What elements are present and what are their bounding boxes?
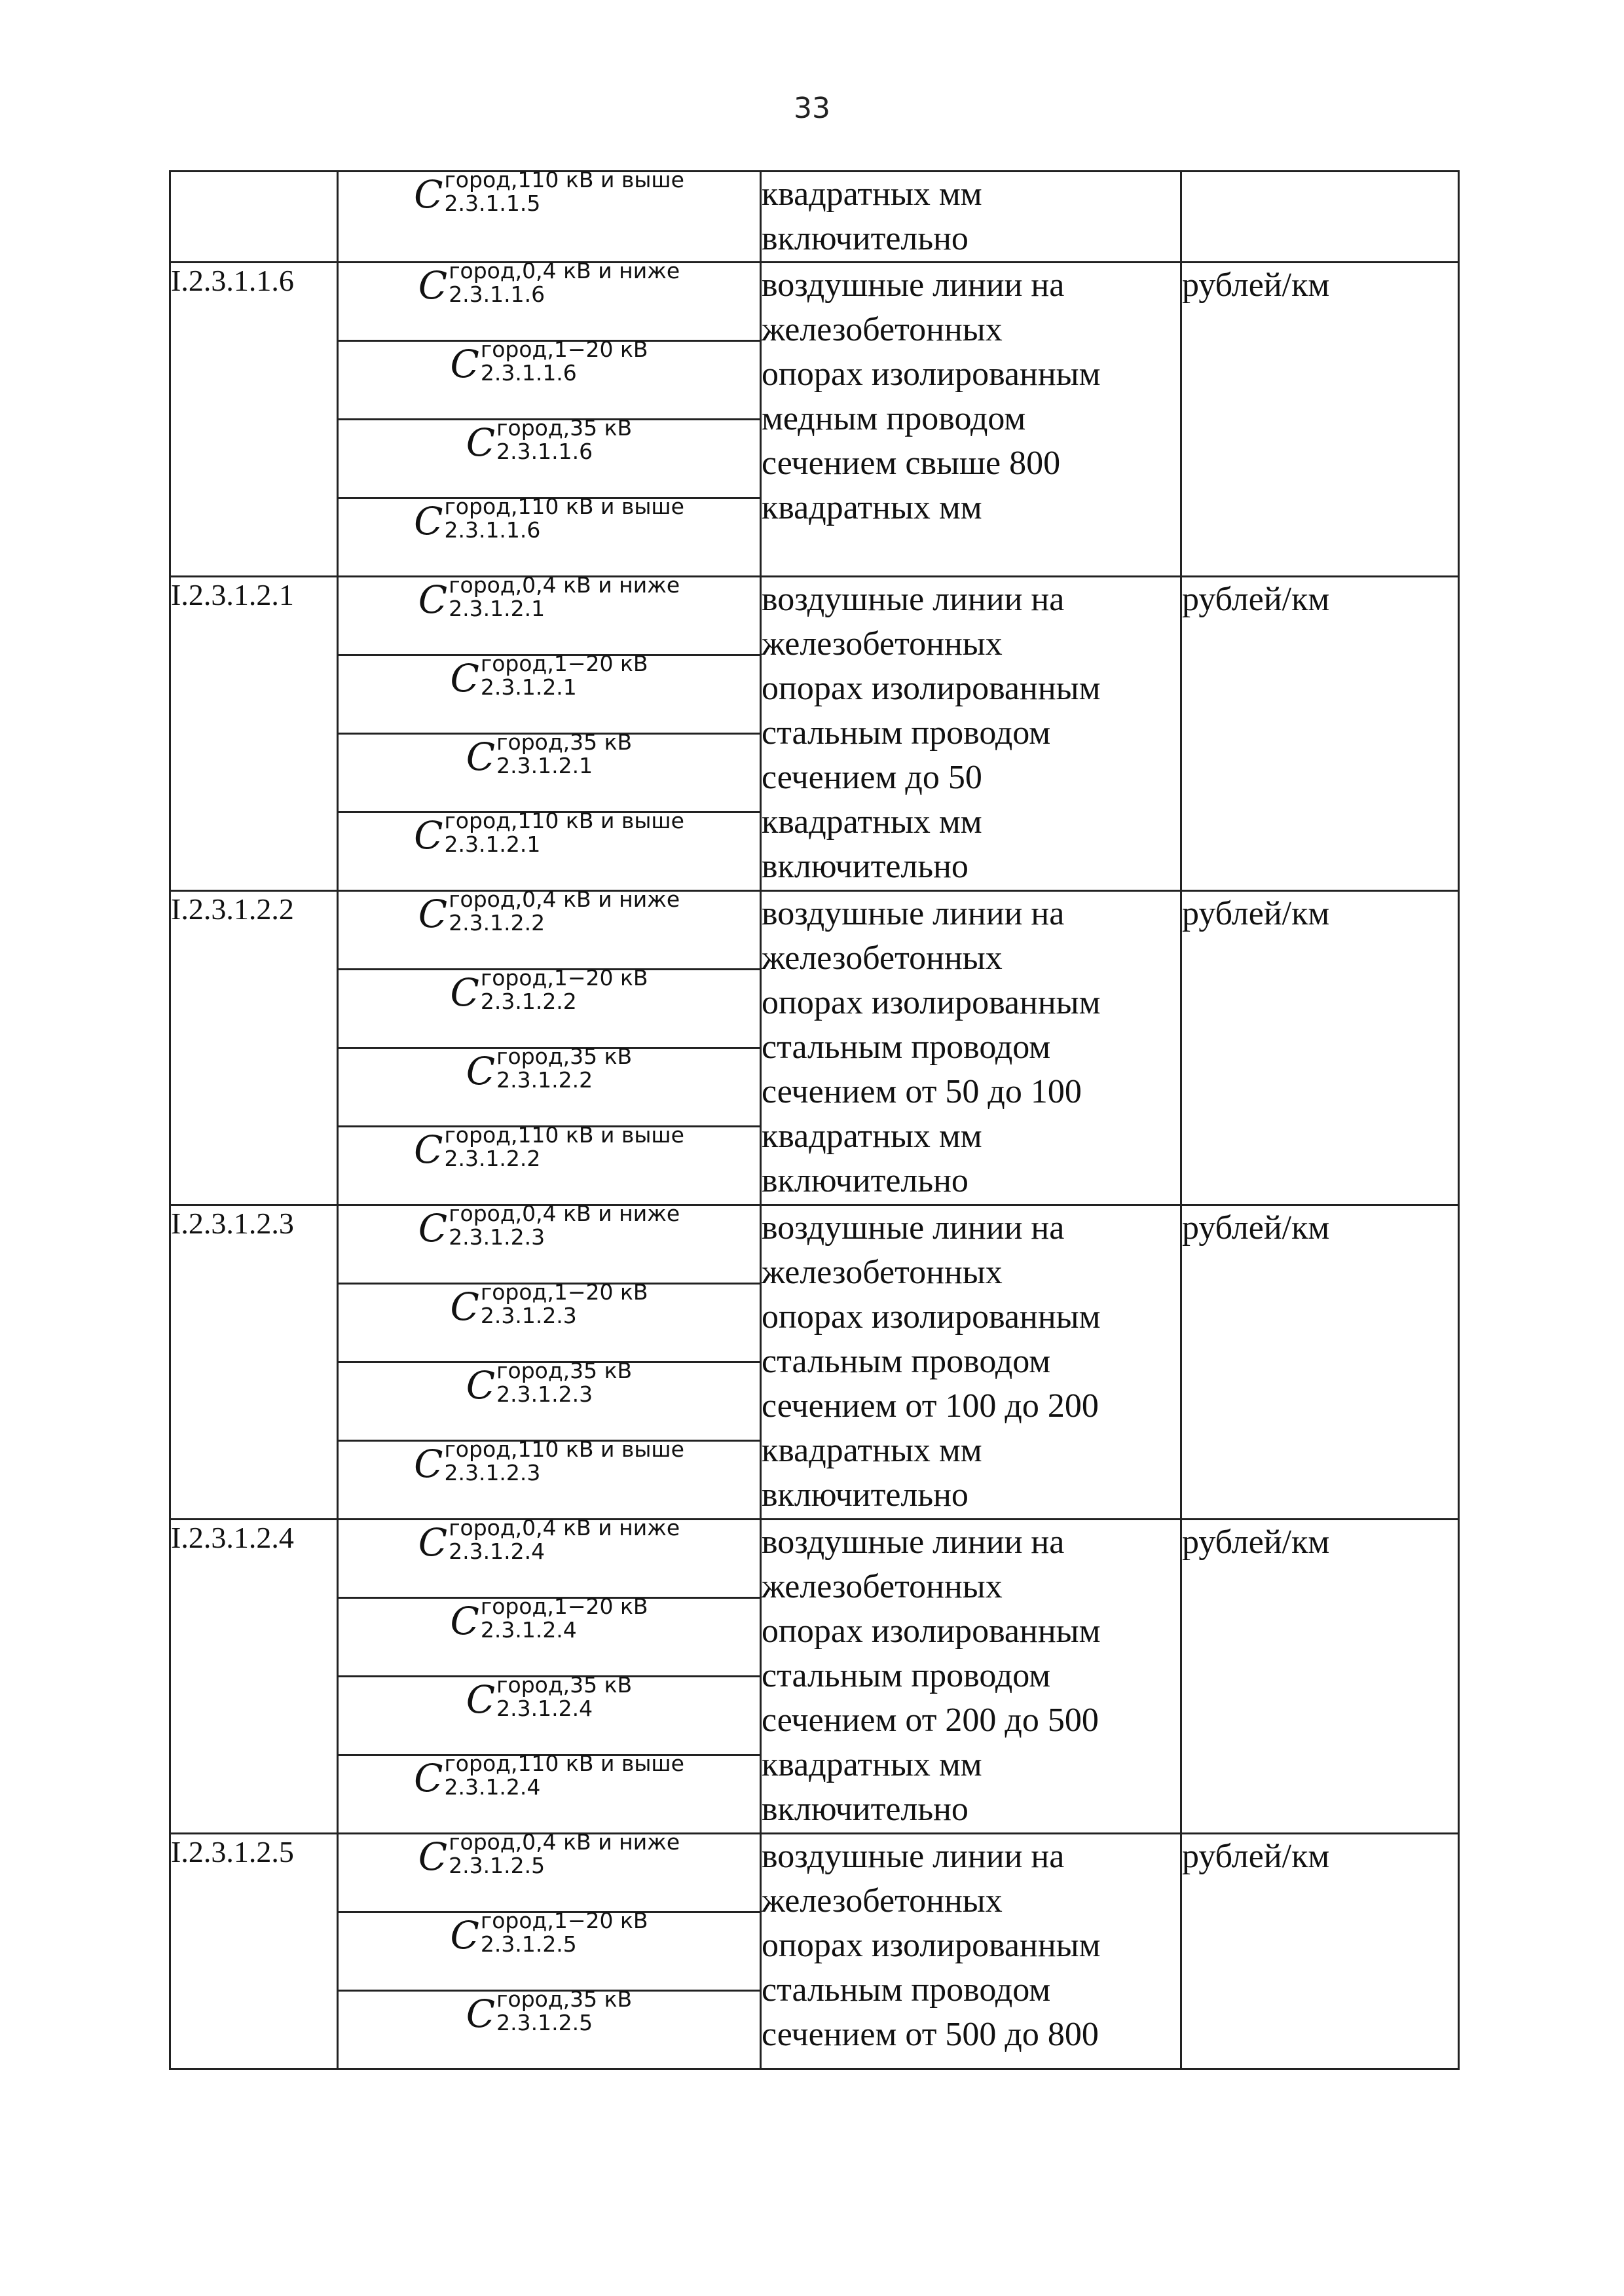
- unit-cell: рублей/км: [1181, 1834, 1459, 2069]
- formula-cell: [338, 572, 761, 655]
- table-row: [170, 263, 1459, 341]
- formula-cell: [338, 1986, 761, 2069]
- formula-superscript: город,110 кВ и выше: [444, 1436, 684, 1462]
- description-line: сечением свыше 800: [762, 445, 1061, 482]
- formula-subscript: 2.3.1.2.3: [480, 1303, 577, 1328]
- formula-cell: [338, 808, 761, 891]
- formula-superscript: город,0,4 кВ и ниже: [449, 1829, 680, 1855]
- formula-cell: [338, 886, 761, 970]
- formula-superscript: город,110 кВ и выше: [444, 167, 684, 192]
- formula-cell: [338, 651, 761, 734]
- formula-subscript: 2.3.1.1.6: [480, 360, 577, 386]
- formula-superscript: город,35 кВ: [496, 729, 633, 755]
- formula-subscript: 2.3.1.2.4: [444, 1774, 541, 1800]
- description-line: воздушные линии на: [762, 1209, 1065, 1247]
- formula: [418, 1201, 680, 1250]
- formula: [418, 572, 680, 622]
- table-row: [170, 577, 1459, 655]
- page-number: 33: [794, 92, 830, 125]
- formula-cell: [338, 1908, 761, 1991]
- formula-cell: [338, 1751, 761, 1834]
- formula-cell: [338, 1594, 761, 1677]
- formula-superscript: город,110 кВ и выше: [444, 1751, 684, 1776]
- formula-subscript: 2.3.1.2.1: [480, 674, 577, 700]
- unit-cell: рублей/км: [1181, 1520, 1459, 1834]
- formula-symbol: C: [418, 1206, 448, 1250]
- formula-superscript: город,0,4 кВ и ниже: [449, 886, 680, 912]
- formula: [466, 1986, 633, 2036]
- description-cell: [761, 577, 1181, 891]
- formula-symbol: C: [414, 1127, 443, 1172]
- formula-superscript: город,0,4 кВ и ниже: [449, 1201, 680, 1226]
- formula-symbol: C: [418, 263, 448, 308]
- formula: [450, 337, 648, 386]
- formula-symbol: C: [418, 1834, 448, 1879]
- formula-superscript: город,0,4 кВ и ниже: [449, 1515, 680, 1540]
- formula-subscript: 2.3.1.2.2: [444, 1146, 541, 1171]
- formula-subscript: 2.3.1.1.6: [449, 282, 545, 307]
- code-cell: I.2.3.1.2.1: [170, 577, 338, 891]
- description-line: квадратных мм: [762, 803, 982, 841]
- unit-cell: [1181, 172, 1459, 263]
- formula: [450, 965, 648, 1015]
- unit-cell: рублей/км: [1181, 577, 1459, 891]
- formula: [450, 1908, 648, 1958]
- description-line: железобетонных: [762, 939, 1003, 977]
- description-line: опорах изолированным: [762, 1613, 1101, 1650]
- description-line: квадратных мм: [762, 175, 982, 213]
- formula-subscript: 2.3.1.2.4: [496, 1696, 593, 1721]
- description-line: включительно: [762, 1791, 969, 1828]
- table-row: [170, 1834, 1459, 1912]
- description-line: железобетонных: [762, 1254, 1003, 1291]
- formula-superscript: город,1−20 кВ: [480, 651, 648, 676]
- description-line: железобетонных: [762, 1882, 1003, 1920]
- description-cell: [761, 891, 1181, 1205]
- description-line: стальным проводом: [762, 1657, 1051, 1694]
- description-line: железобетонных: [762, 1568, 1003, 1605]
- formula-subscript: 2.3.1.2.3: [444, 1460, 541, 1485]
- formula-superscript: город,35 кВ: [496, 1672, 633, 1698]
- formula-superscript: город,110 кВ и выше: [444, 808, 684, 833]
- description-line: квадратных мм: [762, 1118, 982, 1155]
- description-cell: [761, 172, 1181, 263]
- description-line: железобетонных: [762, 311, 1003, 348]
- code-cell: I.2.3.1.2.4: [170, 1520, 338, 1834]
- formula-symbol: C: [414, 172, 443, 217]
- formula-cell: [338, 1044, 761, 1127]
- formula-cell: [338, 729, 761, 812]
- description-line: включительно: [762, 220, 969, 257]
- description-line: воздушные линии на: [762, 895, 1065, 932]
- formula-superscript: город,35 кВ: [496, 1358, 633, 1383]
- description-line: сечением от 200 до 500: [762, 1702, 1099, 1739]
- formula-cell: [338, 1515, 761, 1598]
- formula-superscript: город,35 кВ: [496, 1044, 633, 1069]
- formula-superscript: город,0,4 кВ и ниже: [449, 258, 680, 283]
- formula-subscript: 2.3.1.2.4: [480, 1617, 577, 1643]
- description-line: сечением до 50: [762, 759, 982, 796]
- description-line: стальным проводом: [762, 1343, 1051, 1380]
- formula-superscript: город,1−20 кВ: [480, 1908, 648, 1933]
- description-line: опорах изолированным: [762, 1298, 1101, 1336]
- formula-superscript: город,110 кВ и выше: [444, 1122, 684, 1148]
- description-line: стальным проводом: [762, 1971, 1051, 2009]
- formula-cell: [338, 1436, 761, 1520]
- tariff-table: [169, 167, 1460, 2070]
- formula-symbol: C: [450, 342, 479, 386]
- formula-symbol: C: [450, 1285, 479, 1329]
- formula-subscript: 2.3.1.2.3: [496, 1381, 593, 1407]
- formula-subscript: 2.3.1.2.5: [480, 1931, 577, 1957]
- description-line: воздушные линии на: [762, 1838, 1065, 1875]
- formula-subscript: 2.3.1.2.1: [449, 596, 545, 621]
- formula-subscript: 2.3.1.2.2: [496, 1067, 593, 1093]
- description-line: стальным проводом: [762, 714, 1051, 752]
- description-line: сечением от 100 до 200: [762, 1387, 1099, 1425]
- formula-subscript: 2.3.1.2.4: [449, 1539, 545, 1564]
- formula-superscript: город,0,4 кВ и ниже: [449, 572, 680, 598]
- description-line: квадратных мм: [762, 489, 982, 526]
- formula-cell: [338, 167, 761, 263]
- formula-symbol: C: [466, 1363, 496, 1408]
- description-line: сечением от 500 до 800: [762, 2016, 1099, 2053]
- formula-cell: [338, 258, 761, 341]
- formula-cell: [338, 415, 761, 498]
- formula-symbol: C: [418, 1520, 448, 1565]
- formula-superscript: город,1−20 кВ: [480, 337, 648, 362]
- formula: [418, 258, 680, 308]
- formula-cell: [338, 1122, 761, 1205]
- formula: [418, 886, 680, 936]
- description-line: воздушные линии на: [762, 1523, 1065, 1561]
- formula-subscript: 2.3.1.2.5: [449, 1853, 545, 1878]
- formula-symbol: C: [466, 1677, 496, 1722]
- formula: [418, 1515, 680, 1565]
- formula-symbol: C: [418, 892, 448, 936]
- code-cell: I.2.3.1.1.6: [170, 263, 338, 577]
- description-cell: [761, 1205, 1181, 1520]
- code-cell: I.2.3.1.2.3: [170, 1205, 338, 1520]
- table-row: [170, 172, 1459, 263]
- formula-superscript: город,35 кВ: [496, 1986, 633, 2012]
- formula-symbol: C: [450, 1599, 479, 1643]
- formula: [414, 494, 684, 543]
- formula-subscript: 2.3.1.1.6: [444, 517, 541, 543]
- code-cell: [170, 172, 338, 263]
- formula: [450, 1594, 648, 1643]
- formula: [414, 1122, 684, 1172]
- description-line: опорах изолированным: [762, 1927, 1101, 1964]
- formula: [466, 1672, 633, 1722]
- formula-symbol: C: [414, 1442, 443, 1486]
- formula-cell: [338, 965, 761, 1048]
- description-line: железобетонных: [762, 625, 1003, 663]
- formula-symbol: C: [414, 1756, 443, 1800]
- formula-cell: [338, 1201, 761, 1284]
- description-line: стальным проводом: [762, 1029, 1051, 1066]
- description-cell: [761, 1834, 1181, 2069]
- formula: [414, 167, 684, 217]
- formula-superscript: город,1−20 кВ: [480, 1279, 648, 1305]
- formula: [450, 1279, 648, 1329]
- code-cell: I.2.3.1.2.5: [170, 1834, 338, 2069]
- formula-symbol: C: [414, 813, 443, 858]
- description-line: включительно: [762, 1162, 969, 1199]
- description-line: опорах изолированным: [762, 984, 1101, 1021]
- formula: [466, 729, 633, 779]
- table-row: [170, 1520, 1459, 1598]
- formula-cell: [338, 1358, 761, 1441]
- formula-subscript: 2.3.1.2.5: [496, 2010, 593, 2035]
- description-cell: [761, 1520, 1181, 1834]
- description-line: сечением от 50 до 100: [762, 1073, 1082, 1110]
- formula: [466, 1044, 633, 1093]
- formula-cell: [338, 494, 761, 577]
- formula-symbol: C: [466, 420, 496, 465]
- description-line: квадратных мм: [762, 1432, 982, 1469]
- formula-superscript: город,35 кВ: [496, 415, 633, 441]
- table-row: [170, 1205, 1459, 1284]
- formula: [414, 808, 684, 858]
- description-cell: [761, 263, 1181, 577]
- description-line: квадратных мм: [762, 1746, 982, 1783]
- formula: [414, 1751, 684, 1800]
- formula: [418, 1829, 680, 1879]
- formula: [414, 1436, 684, 1486]
- formula-symbol: C: [466, 1049, 496, 1093]
- formula-symbol: C: [418, 577, 448, 622]
- formula-subscript: 2.3.1.2.1: [496, 753, 593, 778]
- formula: [466, 1358, 633, 1408]
- formula-subscript: 2.3.1.2.2: [449, 910, 545, 936]
- formula-symbol: C: [466, 735, 496, 779]
- formula-cell: [338, 1829, 761, 1912]
- formula-subscript: 2.3.1.2.1: [444, 831, 541, 857]
- formula: [450, 651, 648, 701]
- formula-subscript: 2.3.1.2.2: [480, 989, 577, 1014]
- formula-symbol: C: [450, 656, 479, 701]
- formula-cell: [338, 1279, 761, 1362]
- formula-symbol: C: [450, 970, 479, 1015]
- description-line: опорах изолированным: [762, 670, 1101, 707]
- formula-subscript: 2.3.1.1.6: [496, 439, 593, 464]
- code-cell: I.2.3.1.2.2: [170, 891, 338, 1205]
- description-line: медным проводом: [762, 400, 1026, 437]
- formula-symbol: C: [414, 499, 443, 543]
- formula-superscript: город,110 кВ и выше: [444, 494, 684, 519]
- formula-subscript: 2.3.1.2.3: [449, 1224, 545, 1250]
- description-line: опорах изолированным: [762, 355, 1101, 393]
- formula-symbol: C: [466, 1992, 496, 2036]
- description-line: воздушные линии на: [762, 266, 1065, 304]
- unit-cell: рублей/км: [1181, 891, 1459, 1205]
- unit-cell: рублей/км: [1181, 1205, 1459, 1520]
- description-line: воздушные линии на: [762, 581, 1065, 618]
- formula: [466, 415, 633, 465]
- description-line: включительно: [762, 848, 969, 885]
- table-row: [170, 891, 1459, 970]
- formula-superscript: город,1−20 кВ: [480, 1594, 648, 1619]
- description-line: включительно: [762, 1476, 969, 1514]
- formula-cell: [338, 1672, 761, 1755]
- formula-symbol: C: [450, 1913, 479, 1958]
- unit-cell: рублей/км: [1181, 263, 1459, 577]
- formula-subscript: 2.3.1.1.5: [444, 191, 541, 216]
- formula-superscript: город,1−20 кВ: [480, 965, 648, 991]
- formula-cell: [338, 337, 761, 420]
